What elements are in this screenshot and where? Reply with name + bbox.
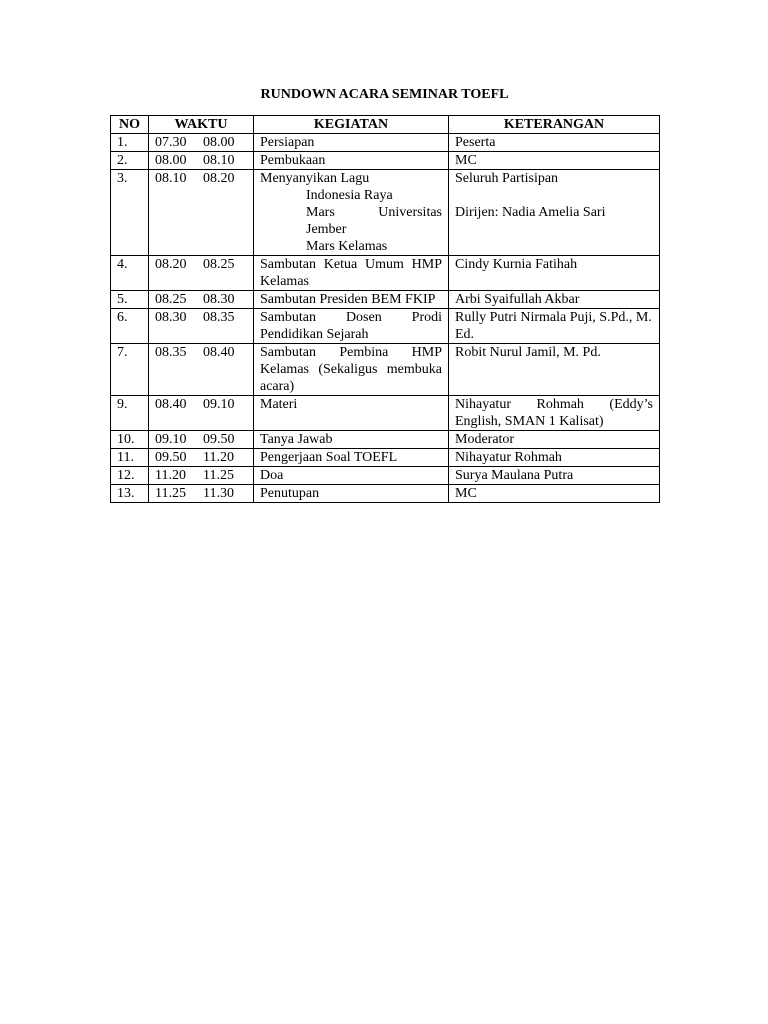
row-waktu	[149, 152, 254, 170]
time-end: 11.20	[203, 450, 234, 465]
table-row	[111, 256, 660, 291]
header-keterangan: KETERANGAN	[449, 116, 660, 134]
time-start: 08.20	[155, 257, 187, 272]
row-kegiatan: Sambutan Presiden BEM FKIP	[254, 291, 449, 309]
row-keterangan: Robit Nurul Jamil, M. Pd.	[449, 344, 660, 396]
row-kegiatan	[254, 170, 449, 256]
table-row	[111, 309, 660, 344]
row-keterangan: Cindy Kurnia Fatihah	[449, 256, 660, 291]
row-waktu	[149, 170, 254, 256]
rundown-table	[110, 115, 660, 503]
row-waktu	[149, 467, 254, 485]
time-end: 08.10	[203, 153, 235, 168]
time-start: 07.30	[155, 135, 187, 150]
row-keterangan: MC	[449, 152, 660, 170]
kegiatan-main: Menyanyikan Lagu	[260, 171, 370, 186]
time-end: 08.20	[203, 171, 235, 186]
header-waktu: WAKTU	[149, 116, 254, 134]
time-start: 08.35	[155, 345, 187, 360]
row-keterangan: Arbi Syaifullah Akbar	[449, 291, 660, 309]
time-end: 08.35	[203, 310, 235, 325]
table-row	[111, 485, 660, 503]
row-waktu	[149, 449, 254, 467]
time-start: 08.25	[155, 292, 187, 307]
song-item: Mars Universitas Jember	[306, 205, 442, 237]
row-keterangan: Surya Maulana Putra	[449, 467, 660, 485]
row-no: 4.	[111, 256, 149, 291]
song-item: Indonesia Raya	[306, 188, 393, 203]
row-no: 13.	[111, 485, 149, 503]
row-keterangan: Rully Putri Nirmala Puji, S.Pd., M. Ed.	[449, 309, 660, 344]
row-no: 9.	[111, 396, 149, 431]
table-row	[111, 396, 660, 431]
table-row	[111, 291, 660, 309]
row-waktu	[149, 396, 254, 431]
time-start: 11.20	[155, 468, 186, 483]
document-title: RUNDOWN ACARA SEMINAR TOEFL	[260, 87, 509, 102]
row-no: 5.	[111, 291, 149, 309]
time-end: 08.40	[203, 345, 235, 360]
row-no: 12.	[111, 467, 149, 485]
keterangan-dirijen: Dirijen: Nadia Amelia Sari	[455, 205, 606, 220]
time-start: 11.25	[155, 486, 186, 501]
row-no: 7.	[111, 344, 149, 396]
row-waktu	[149, 256, 254, 291]
header-no: NO	[111, 116, 149, 134]
row-waktu	[149, 431, 254, 449]
time-start: 09.50	[155, 450, 187, 465]
table-row	[111, 134, 660, 152]
row-no: 2.	[111, 152, 149, 170]
row-kegiatan: Pengerjaan Soal TOEFL	[254, 449, 449, 467]
row-kegiatan: Sambutan Dosen Prodi Pendidikan Sejarah	[254, 309, 449, 344]
row-kegiatan: Tanya Jawab	[254, 431, 449, 449]
song-item: Mars Kelamas	[306, 239, 388, 254]
table-row	[111, 449, 660, 467]
row-keterangan: Nihayatur Rohmah	[449, 449, 660, 467]
time-start: 08.00	[155, 153, 187, 168]
header-kegiatan: KEGIATAN	[254, 116, 449, 134]
row-no: 11.	[111, 449, 149, 467]
table-header-row	[111, 116, 660, 134]
row-waktu	[149, 344, 254, 396]
table-row	[111, 467, 660, 485]
time-start: 09.10	[155, 432, 187, 447]
time-start: 08.10	[155, 171, 187, 186]
table-row	[111, 152, 660, 170]
row-waktu	[149, 291, 254, 309]
row-kegiatan: Materi	[254, 396, 449, 431]
row-no: 6.	[111, 309, 149, 344]
row-keterangan: MC	[449, 485, 660, 503]
row-keterangan	[449, 170, 660, 256]
time-end: 08.00	[203, 135, 235, 150]
table-row	[111, 344, 660, 396]
row-no: 1.	[111, 134, 149, 152]
row-kegiatan: Doa	[254, 467, 449, 485]
row-no: 10.	[111, 431, 149, 449]
time-end: 08.25	[203, 257, 235, 272]
time-end: 09.50	[203, 432, 235, 447]
row-kegiatan: Sambutan Pembina HMP Kelamas (Sekaligus membuka acara)	[254, 344, 449, 396]
time-end: 08.30	[203, 292, 235, 307]
row-no: 3.	[111, 170, 149, 256]
time-end: 09.10	[203, 397, 235, 412]
row-waktu	[149, 309, 254, 344]
table-row	[111, 170, 660, 256]
keterangan-main: Seluruh Partisipan	[455, 171, 559, 186]
row-kegiatan: Penutupan	[254, 485, 449, 503]
row-waktu	[149, 134, 254, 152]
time-start: 08.40	[155, 397, 187, 412]
row-kegiatan: Sambutan Ketua Umum HMP Kelamas	[254, 256, 449, 291]
row-keterangan: Peserta	[449, 134, 660, 152]
time-start: 08.30	[155, 310, 187, 325]
time-end: 11.30	[203, 486, 234, 501]
row-keterangan: Moderator	[449, 431, 660, 449]
table-row	[111, 431, 660, 449]
row-kegiatan: Persiapan	[254, 134, 449, 152]
time-end: 11.25	[203, 468, 234, 483]
row-kegiatan: Pembukaan	[254, 152, 449, 170]
row-waktu	[149, 485, 254, 503]
row-keterangan: Nihayatur Rohmah (Eddy’s English, SMAN 1 Kalisat)	[449, 396, 660, 431]
spacer	[455, 187, 653, 204]
